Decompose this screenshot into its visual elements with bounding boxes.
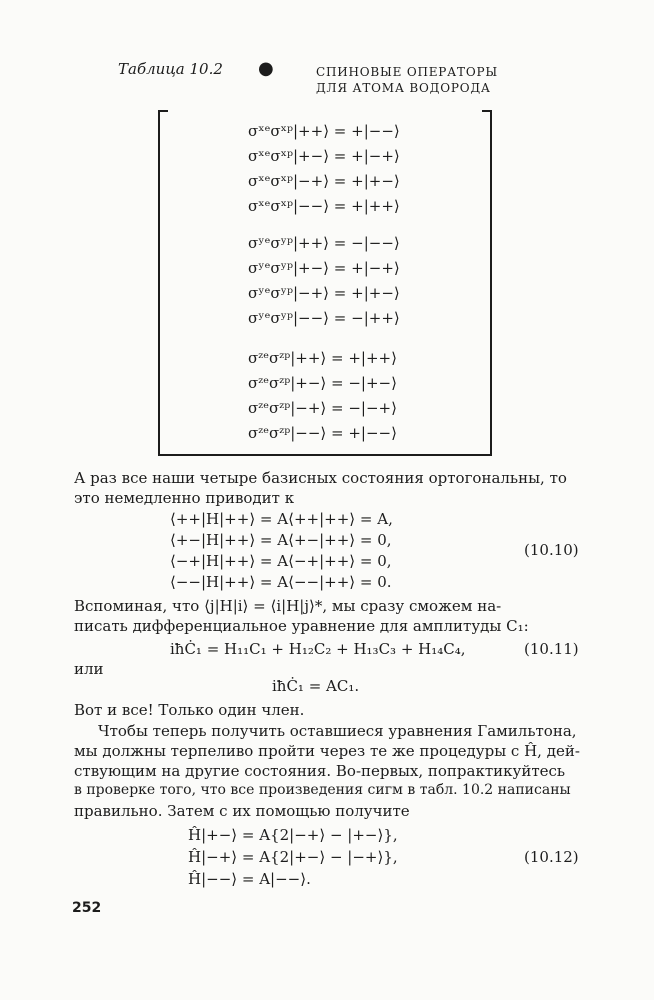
page-number: 252 [72,900,102,916]
equation-10-10-line-3: ⟨−+|H|++⟩ = A⟨−+|++⟩ = 0, [170,552,392,570]
paragraph-3: Вот и все! Только один член. [74,701,305,719]
table-title [316,64,498,96]
equation-10-12-line-2: Ĥ|−+⟩ = A{2|+−⟩ − |−+⟩}, [188,848,398,866]
equation-number: (10.11) [524,640,579,658]
table-label: Таблица 10.2 [118,60,223,78]
equation-10-12-line-3: Ĥ|−−⟩ = A|−−⟩. [188,870,311,888]
table-title-line-2: ДЛЯ АТОМА ВОДОРОДА [316,81,491,95]
paragraph-4-line-1: Чтобы теперь получить оставшиеся уравнения Гамильтона, [98,722,577,740]
or-word: или [74,660,104,678]
table-row: σʸᵉσʸᵖ|−−⟩ = −|++⟩ [248,309,400,327]
paragraph-4-line-4: в проверке того, что все произведения сигм в табл. 10.2 написаны [74,782,571,798]
equation-10-10-line-4: ⟨−−|H|++⟩ = A⟨−−|++⟩ = 0. [170,573,392,591]
equation-10-10-line-1: ⟨++|H|++⟩ = A⟨++|++⟩ = A, [170,510,393,528]
paragraph-4-line-3: ствующим на другие состояния. Во-первых, попрактикуйтесь [74,762,566,780]
equation-10-11: iħĊ₁ = H₁₁C₁ + H₁₂C₂ + H₁₃C₃ + H₁₄C₄, [170,640,466,658]
paragraph-4-line-5: правильно. Затем с их помощью получите [74,802,410,820]
table-row: σᶻᵉσᶻᵖ|+−⟩ = −|+−⟩ [248,374,397,392]
table-row: σᶻᵉσᶻᵖ|++⟩ = +|++⟩ [248,349,397,367]
table-row: σʸᵉσʸᵖ|+−⟩ = +|−+⟩ [248,259,400,277]
equation-10-11-short: iħĊ₁ = AC₁. [272,677,360,695]
equation-number: (10.12) [524,848,579,866]
table-row: σˣᵉσˣᵖ|−−⟩ = +|++⟩ [248,197,400,215]
paragraph-1-line-2: это немедленно приводит к [74,489,295,507]
table-row: σʸᵉσʸᵖ|++⟩ = −|−−⟩ [248,234,400,252]
table-title-line-1: СПИНОВЫЕ ОПЕРАТОРЫ [316,65,498,79]
equation-10-12-line-1: Ĥ|+−⟩ = A{2|−+⟩ − |+−⟩}, [188,826,398,844]
table-row: σᶻᵉσᶻᵖ|−+⟩ = −|−+⟩ [248,399,397,417]
paragraph-2-line-2: писать дифференциальное уравнение для амплитуды C₁: [74,617,529,635]
spin-operator-table [158,112,492,456]
paragraph-4-line-2: мы должны терпеливо пройти через те же процедуры с Ĥ, дей- [74,742,580,760]
equation-number: (10.10) [524,541,579,559]
table-row: σʸᵉσʸᵖ|−+⟩ = +|+−⟩ [248,284,400,302]
table-row: σˣᵉσˣᵖ|+−⟩ = +|−+⟩ [248,147,400,165]
equation-10-10-line-2: ⟨+−|H|++⟩ = A⟨+−|++⟩ = 0, [170,531,392,549]
table-row: σᶻᵉσᶻᵖ|−−⟩ = +|−−⟩ [248,424,397,442]
paragraph-1-line-1: А раз все наши четыре базисных состояния ортогональны, то [74,469,567,487]
table-row: σˣᵉσˣᵖ|−+⟩ = +|+−⟩ [248,172,400,190]
paragraph-2-line-1: Вспоминая, что ⟨j|H|i⟩ = ⟨i|H|j⟩*, мы сразу сможем на- [74,597,502,615]
table-row: σˣᵉσˣᵖ|++⟩ = +|−−⟩ [248,122,400,140]
bullet-icon: ● [258,58,274,79]
